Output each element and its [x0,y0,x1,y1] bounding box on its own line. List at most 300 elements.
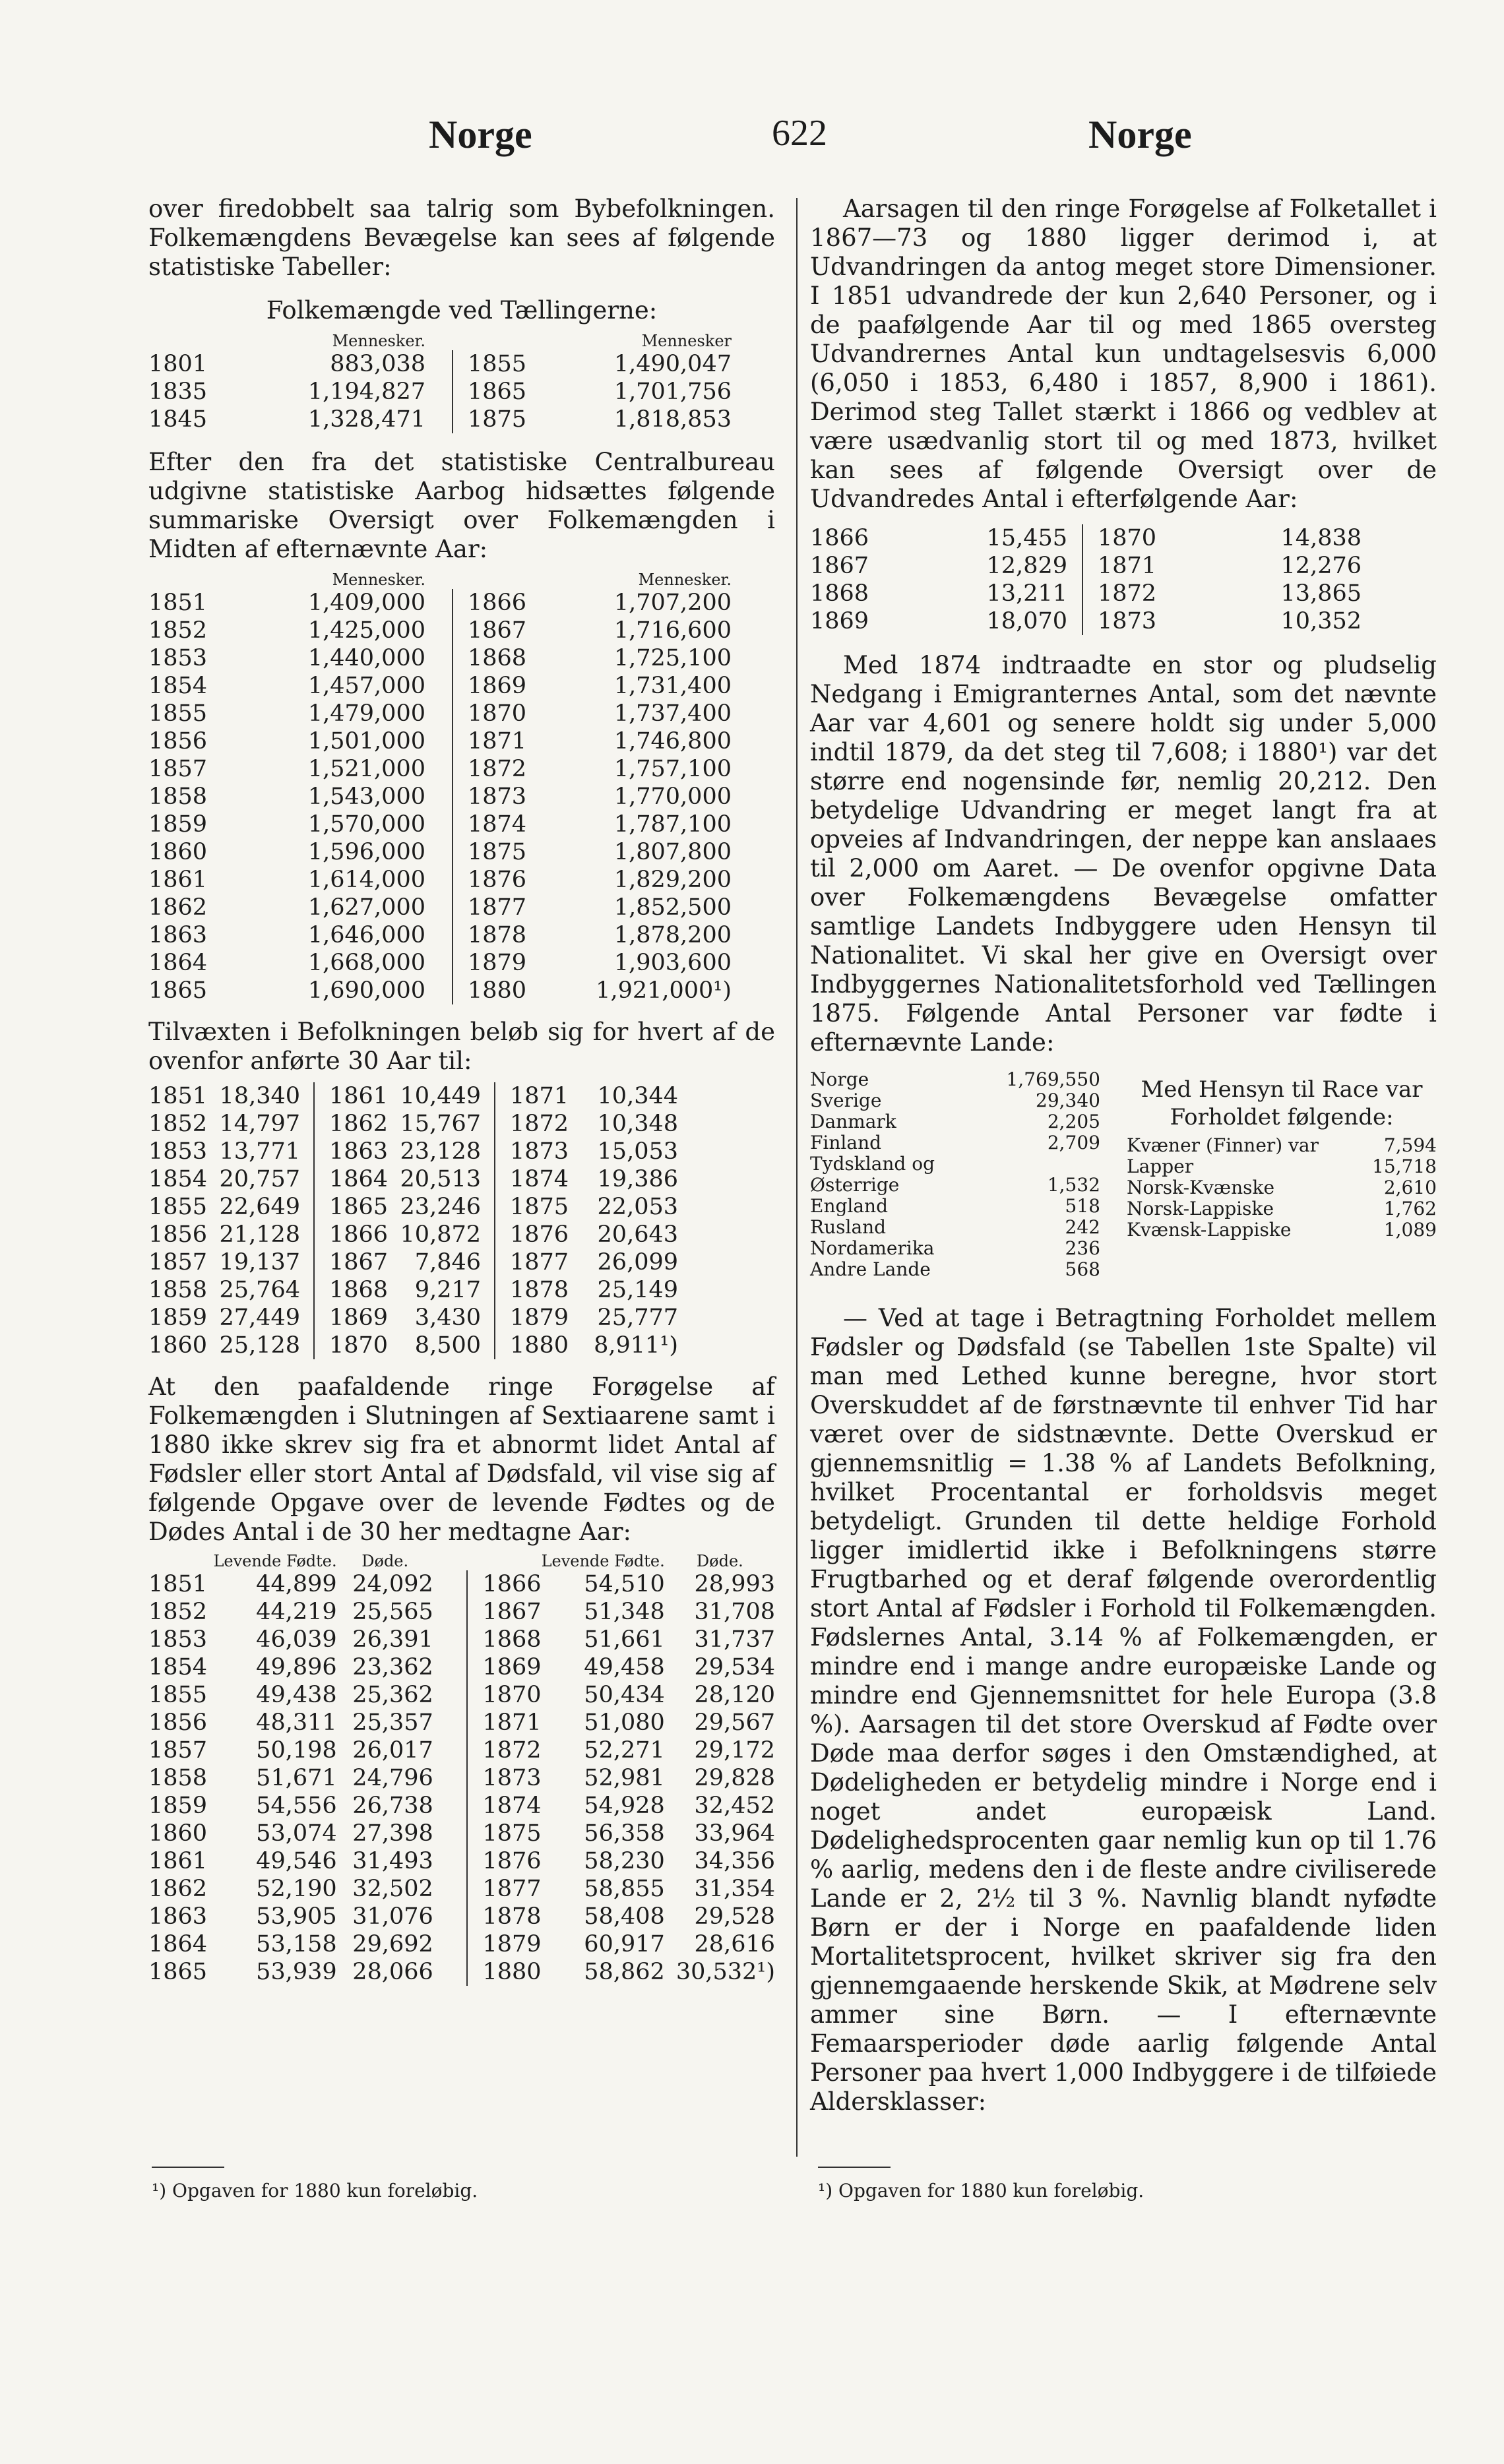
value-cell: 26,099 [597,1249,678,1276]
births-cell: 54,556 [256,1793,337,1819]
value-cell: 1,646,000 [307,922,425,948]
year-cell: 1852 [148,1111,208,1137]
deaths-cell: 25,565 [352,1599,433,1625]
spacer [425,977,453,1004]
table-row [148,1653,775,1681]
year-cell: 1852 [148,1599,208,1625]
year-cell: 1873 [453,783,534,811]
country-value: 518 [1065,1195,1100,1217]
country-value: 2,709 [1047,1132,1100,1154]
year-cell: 1854 [148,1654,208,1680]
year-cell: 1879 [467,1930,541,1958]
table-row [810,580,1362,607]
table-row [148,1193,678,1221]
births-cell: 58,408 [584,1903,665,1930]
country-name: Sverige [810,1090,882,1111]
list-item [810,1175,1100,1196]
list-item [810,1259,1100,1280]
spacer [425,727,453,755]
deaths-cell: 26,738 [352,1793,433,1819]
deaths-cell: 26,017 [352,1737,433,1764]
spacer [425,617,453,644]
births-cell: 51,348 [584,1599,665,1625]
table-row [148,921,732,949]
year-cell: 1861 [314,1082,392,1110]
race-heading: Med Hensyn til Race var Forholdet følgende: [1141,1076,1423,1130]
spacer [433,1709,468,1737]
value-cell: 1,852,500 [613,894,732,921]
right-column [810,195,1437,2116]
table-row [148,811,732,838]
deaths-cell: 23,362 [352,1654,433,1680]
table-row [148,1110,678,1138]
spacer [433,1958,468,1986]
births-cell: 52,190 [256,1876,337,1902]
year-cell: 1863 [314,1138,392,1165]
births-cell: 53,939 [256,1959,337,1985]
year-cell: 1860 [148,1332,208,1359]
table-row [148,1681,775,1709]
country-name: Nordamerika [810,1237,935,1259]
year-cell: 1859 [148,1793,208,1819]
value-cell: 20,757 [219,1166,300,1192]
year-cell: 1858 [148,1277,208,1303]
left-intro: over firedobbelt saa talrig som Bybefolkningen. Folkemængdens Bevægelse kan sees af følgende statistiske Tabeller: [148,195,775,281]
left-footnote-rule [152,2167,224,2168]
year-cell: 1872 [467,1737,541,1764]
race-block [1100,1069,1437,1280]
table-row [148,1570,775,1598]
race-name: Norsk-Kvænske [1127,1177,1275,1198]
deaths-cell: 29,534 [694,1654,775,1680]
value-cell: 7,846 [414,1249,481,1276]
value-cell: 1,479,000 [307,700,425,727]
value-cell: 1,746,800 [613,728,732,755]
year-cell: 1835 [148,379,208,405]
year-cell: 1861 [148,867,208,893]
table-row [810,552,1362,580]
year-cell: 1866 [810,525,869,551]
value-cell: 12,829 [986,553,1067,579]
deaths-cell: 25,362 [352,1682,433,1708]
list-item [810,1217,1100,1238]
deaths-cell: 34,356 [694,1848,775,1874]
year-cell: 1857 [148,1249,208,1276]
spacer [425,921,453,949]
spacer [425,755,453,783]
births-cell: 50,434 [584,1682,665,1708]
race-name: Lapper [1127,1155,1194,1177]
table-row [148,589,732,617]
year-cell: 1851 [148,590,208,616]
table-row [148,1792,775,1820]
spacer [425,700,453,727]
births-cell: 58,862 [584,1959,665,1985]
country-name: England [810,1195,889,1217]
value-cell: 1,818,853 [613,406,732,433]
table-row [148,838,732,866]
value-cell: 15,053 [597,1138,678,1165]
table-row [148,1903,775,1930]
right-para2: Med 1874 indtraadte en stor og pludselig Nedgang i Emigranternes Antal, som det nævnte Aar var 4,601 og senere holdt sig under 5,000 indtil 1879, da det steg til 7,608; i 1880¹) var det større end nogensinde før, nemlig 20,212. Den betydelige Udvandring er meget langt fra at opveies af Indvandringen, der neppe kan anslaaes til 2,000 om Aaret. — De ovenfor opgivne Data over Folkemængdens Bevægelse omfatter samtlige Landets Indbyggere uden Hensyn til Nationalitet. Vi skal her give en Oversigt over Indbyggernes Nationalitetsforhold ved Tællingen 1875. Følgende Antal Personer var fødte i efternævnte Lande: [810,651,1437,1057]
race-name: Norsk-Lappiske [1127,1198,1274,1219]
spacer [425,838,453,866]
list-item [1127,1177,1437,1198]
country-name: Andre Lande [810,1258,931,1280]
spacer [433,1930,468,1958]
year-cell: 1859 [148,811,208,838]
table-row [810,524,1362,552]
year-cell: 1869 [453,672,534,700]
year-cell: 1868 [314,1276,392,1304]
year-cell: 1864 [314,1165,392,1193]
births-cell: 51,671 [256,1765,337,1791]
country-name: Danmark [810,1111,896,1132]
deaths-cell: 25,357 [352,1709,433,1736]
year-cell: 1865 [453,378,534,406]
births-cell: 49,438 [256,1682,337,1708]
year-cell: 1879 [495,1304,573,1332]
list-item [810,1238,1100,1259]
value-cell: 15,455 [986,525,1067,551]
value-cell: 23,246 [400,1194,481,1220]
spacer [425,866,453,894]
race-value: 1,089 [1383,1219,1437,1241]
value-cell: 25,777 [597,1305,678,1331]
table-row [148,1958,775,1986]
value-cell: 8,911¹) [594,1332,678,1359]
year-cell: 1870 [467,1681,541,1709]
deaths-cell: 26,391 [352,1626,433,1653]
year-cell: 1862 [148,1876,208,1902]
spacer [433,1681,468,1709]
value-cell: 19,137 [219,1249,300,1276]
table-row [148,783,732,811]
deaths-cell: 32,452 [694,1793,775,1819]
year-cell: 1858 [148,1765,208,1791]
births-deaths-table [148,1552,775,1986]
country-name: Rusland [810,1216,887,1238]
country-value: 236 [1065,1237,1100,1259]
value-cell: 1,829,200 [613,867,732,893]
year-cell: 1853 [148,1138,208,1165]
value-cell: 1,614,000 [307,867,425,893]
value-cell: 19,386 [597,1166,678,1192]
year-cell: 1862 [314,1110,392,1138]
spacer [433,1847,468,1875]
births-cell: 58,855 [584,1876,665,1902]
value-cell: 1,725,100 [613,645,732,671]
value-cell: 1,770,000 [613,784,732,810]
deaths-cell: 24,092 [352,1571,433,1597]
deaths-cell: 29,172 [694,1737,775,1764]
year-cell: 1845 [148,406,208,433]
table-row [148,894,732,921]
header-left-title: Norge [429,113,532,156]
value-cell: 1,690,000 [307,977,425,1004]
births-cell: 49,546 [256,1848,337,1874]
year-cell: 1866 [453,589,534,617]
year-cell: 1866 [314,1221,392,1248]
value-cell: 13,771 [219,1138,300,1165]
year-cell: 1876 [467,1847,541,1875]
deaths-cell: 28,993 [694,1571,775,1597]
value-cell: 18,340 [219,1083,300,1109]
year-cell: 1851 [148,1571,208,1597]
births-cell: 52,271 [584,1737,665,1764]
table-row [148,1709,775,1737]
left-footnote: ¹) Opgaven for 1880 kun foreløbig. [152,2180,478,2202]
table-row [148,644,732,672]
growth-table [148,1082,678,1359]
deaths-cell: 30,532¹) [675,1959,775,1985]
value-cell: 1,903,600 [613,950,732,976]
table-row [148,755,732,783]
deaths-cell: 29,692 [352,1931,433,1957]
year-cell: 1863 [148,1903,208,1930]
year-cell: 1855 [148,1682,208,1708]
births-cell: 54,928 [584,1793,665,1819]
value-cell: 1,570,000 [307,811,425,838]
year-cell: 1854 [148,1166,208,1192]
year-cell: 1855 [453,350,534,378]
race-name: Kvæner (Finner) var [1127,1134,1319,1156]
births-cell: 60,917 [584,1931,665,1957]
table-row [148,700,732,727]
year-cell: 1871 [467,1709,541,1737]
table-row [148,1598,775,1626]
table-row [148,1737,775,1764]
list-item [810,1132,1100,1154]
year-cell: 1867 [453,617,534,644]
country-value: 29,340 [1036,1090,1100,1111]
year-cell: 1857 [148,756,208,782]
year-cell: 1866 [467,1570,541,1598]
t4-head-born-right: Levende Fødte. [541,1552,665,1570]
table-row [148,949,732,977]
year-cell: 1867 [467,1598,541,1626]
value-cell: 20,513 [400,1166,481,1192]
year-cell: 1867 [810,553,869,579]
right-para3: — Ved at tage i Betragtning Forholdet mellem Fødsler og Dødsfald (se Tabellen 1ste Spalte) vil man med Lethed kunne beregne, hvor stort Overskuddet af de førstnævnte til enhver Tid har været over de sidstnævnte. Dette Overskud er gjennemsnitlig = 1.38 % af Landets Befolkning, hvilket Procentantal er forholdsvis meget betydeligt. Grunden til dette heldige Forhold ligger imidlertid ikke i Befolkningens større Frugtbarhed og et deraf følgende overordentlig stort Antal af Fødsler i Forhold til Folkemængden. Fødslernes Antal, 3.14 % af Folkemængden, er mindre end i mange andre europæiske Lande og mindre end Gjennemsnittet for hele Europa (3.8 %). Aarsagen til det store Overskud af Fødte over Døde maa derfor søges i den Omstændighed, at Dødeligheden er betydelig mindre i Norge end i noget andet europæisk Land. Dødelighedsprocenten gaar nemlig kun op til 1.76 % aarlig, medens den i de fleste andre civiliserede Lande er 2, 2½ til 3 %. Navnlig blandt nyfødte Børn er der i Norge en paafaldende liden Mortalitetsprocent, hvilket skriver sig fra den gjennemgaaende herskende Skik, at Mødrene selv ammer sine Børn. — I efternævnte Femaarsperioder døde aarlig følgende Antal Personer paa hvert 1,000 Indbyggere i de tilføiede Aldersklasser: [810,1304,1437,2116]
nationality-block [810,1069,1437,1280]
deaths-cell: 31,354 [694,1876,775,1902]
year-cell: 1878 [495,1276,573,1304]
country-value: 1,769,550 [1006,1068,1100,1090]
t4-head-born-left: Levende Fødte. [213,1552,337,1570]
year-cell: 1877 [453,894,534,921]
race-table [1127,1135,1437,1241]
year-cell: 1874 [453,811,534,838]
value-cell: 3,430 [414,1305,481,1331]
deaths-cell: 24,796 [352,1765,433,1791]
page-number: 622 [772,113,827,154]
value-cell: 1,596,000 [307,839,425,865]
year-cell: 1864 [148,950,208,976]
value-cell: 25,149 [597,1277,678,1303]
deaths-cell: 33,964 [694,1820,775,1847]
value-cell: 18,070 [986,608,1067,634]
year-cell: 1868 [467,1626,541,1653]
year-cell: 1871 [495,1082,573,1110]
country-name: Tydskland og [810,1153,935,1175]
value-cell: 1,490,047 [613,351,732,377]
year-cell: 1865 [314,1193,392,1221]
year-cell: 1872 [453,755,534,783]
value-cell: 10,352 [1280,608,1362,634]
value-cell: 25,764 [219,1277,300,1303]
year-cell: 1863 [148,922,208,948]
year-cell: 1874 [467,1792,541,1820]
value-cell: 10,348 [597,1111,678,1137]
table-row [148,617,732,644]
year-cell: 1801 [148,351,208,377]
year-cell: 1876 [495,1221,573,1248]
value-cell: 9,217 [414,1277,481,1303]
births-cell: 44,899 [256,1571,337,1597]
deaths-cell: 31,708 [694,1599,775,1625]
list-item [810,1196,1100,1217]
t1-head-left: Mennesker. [332,332,425,350]
year-cell: 1872 [1082,580,1164,607]
table-row [148,866,732,894]
year-cell: 1878 [467,1903,541,1930]
year-cell: 1873 [467,1764,541,1792]
country-value: 568 [1065,1258,1100,1280]
year-cell: 1877 [467,1875,541,1903]
value-cell: 10,344 [597,1083,678,1109]
births-cell: 51,661 [584,1626,665,1653]
year-cell: 1856 [148,1709,208,1736]
table-row [148,1820,775,1847]
year-cell: 1872 [495,1110,573,1138]
value-cell: 1,737,400 [613,700,732,727]
spacer [433,1598,468,1626]
value-cell: 1,457,000 [307,673,425,699]
value-cell: 1,787,100 [613,811,732,838]
value-cell: 1,543,000 [307,784,425,810]
birthplace-table [810,1069,1100,1280]
year-cell: 1870 [453,700,534,727]
t1-head-right: Mennesker [641,332,732,350]
race-value: 1,762 [1383,1198,1437,1219]
deaths-cell: 27,398 [352,1820,433,1847]
header-right-title: Norge [1088,113,1192,156]
value-cell: 1,716,600 [613,617,732,644]
spacer [425,811,453,838]
t4-head-dead-left: Døde. [361,1552,409,1570]
births-cell: 53,905 [256,1903,337,1930]
year-cell: 1860 [148,839,208,865]
left-para2: Efter den fra det statistiske Centralbureau udgivne statistiske Aarbog hidsættes følgende summariske Oversigt over Folkemængden i Midten af efternævnte Aar: [148,448,775,563]
year-cell: 1870 [1082,524,1164,552]
year-cell: 1855 [148,700,208,727]
table-row [148,1138,678,1165]
spacer [433,1764,468,1792]
table-row [148,1082,678,1110]
left-column [148,195,775,1986]
country-value [981,1154,1100,1175]
left-para4: At den paafaldende ringe Forøgelse af Folkemængden i Slutningen af Sextiaarene samt i 1880 ikke skrev sig fra et abnormt lidet Antal af Fødsler eller stort Antal af Dødsfald, vil vise sig af følgende Opgave over de levende Fødtes og de Dødes Antal i de 30 her medtagne Aar: [148,1372,775,1546]
spacer [433,1570,468,1598]
country-value: 1,532 [1047,1174,1100,1196]
spacer [433,1820,468,1847]
spacer [425,894,453,921]
table1-caption: Folkemængde ved Tællingerne: [266,296,658,324]
births-cell: 48,311 [256,1709,337,1736]
value-cell: 14,797 [219,1111,300,1137]
births-cell: 50,198 [256,1737,337,1764]
year-cell: 1876 [453,866,534,894]
value-cell: 27,449 [219,1305,300,1331]
page-header [152,112,1445,171]
value-cell: 1,757,100 [613,756,732,782]
race-value: 15,718 [1372,1155,1437,1177]
year-cell: 1875 [453,406,534,433]
list-item [810,1154,1100,1175]
births-cell: 56,358 [584,1820,665,1847]
value-cell: 1,425,000 [307,617,425,644]
spacer [425,949,453,977]
table-row [148,1847,775,1875]
year-cell: 1877 [495,1248,573,1276]
table-row [148,727,732,755]
year-cell: 1853 [148,1626,208,1653]
births-cell: 49,458 [584,1654,665,1680]
year-cell: 1865 [148,1959,208,1985]
deaths-cell: 29,828 [694,1765,775,1791]
year-cell: 1862 [148,894,208,921]
births-cell: 54,510 [584,1571,665,1597]
value-cell: 1,409,000 [307,590,425,616]
value-cell: 15,767 [400,1111,481,1137]
year-cell: 1875 [467,1820,541,1847]
census-table [148,332,732,433]
right-para1: Aarsagen til den ringe Forøgelse af Folketallet i 1867—73 og 1880 ligger derimod i, at Udvandringen da antog meget store Dimensioner. I 1851 udvandrede der kun 2,640 Personer, og i de paafølgende Aar til og med 1865 oversteg Udvandrernes Antal kun undtagelsesvis 6,000 (6,050 i 1853, 6,480 i 1857, 8,900 i 1861). Derimod steg Tallet stærkt i 1866 og vedblev at være usædvanlig stort til og med 1873, hvilket kan sees af følgende Oversigt over de Udvandredes Antal i efterfølgende Aar: [810,195,1437,513]
spacer [425,350,453,378]
spacer [433,1653,468,1681]
list-item [810,1111,1100,1132]
table-row [810,607,1362,635]
year-cell: 1880 [495,1332,573,1359]
value-cell: 1,627,000 [307,894,425,921]
right-footnote: ¹) Opgaven for 1880 kun foreløbig. [818,2180,1144,2202]
emigration-table [810,524,1362,635]
table-row [148,672,732,700]
year-cell: 1869 [467,1653,541,1681]
column-divider [796,198,798,2157]
year-cell: 1852 [148,617,208,644]
value-cell: 22,053 [597,1194,678,1220]
deaths-cell: 31,076 [352,1903,433,1930]
deaths-cell: 31,493 [352,1848,433,1874]
value-cell: 22,649 [219,1194,300,1220]
value-cell: 1,878,200 [613,922,732,948]
table-row [148,1764,775,1792]
table-row [148,1332,678,1359]
race-value: 2,610 [1383,1177,1437,1198]
deaths-cell: 32,502 [352,1876,433,1902]
table-row [148,350,732,378]
year-cell: 1870 [314,1332,392,1359]
year-cell: 1855 [148,1194,208,1220]
spacer [425,589,453,617]
births-cell: 58,230 [584,1848,665,1874]
table-row [148,1248,678,1276]
spacer [433,1792,468,1820]
births-cell: 49,896 [256,1654,337,1680]
left-para3: Tilvæxten i Befolkningen beløb sig for hvert af de ovenfor anførte 30 Aar til: [148,1018,775,1075]
